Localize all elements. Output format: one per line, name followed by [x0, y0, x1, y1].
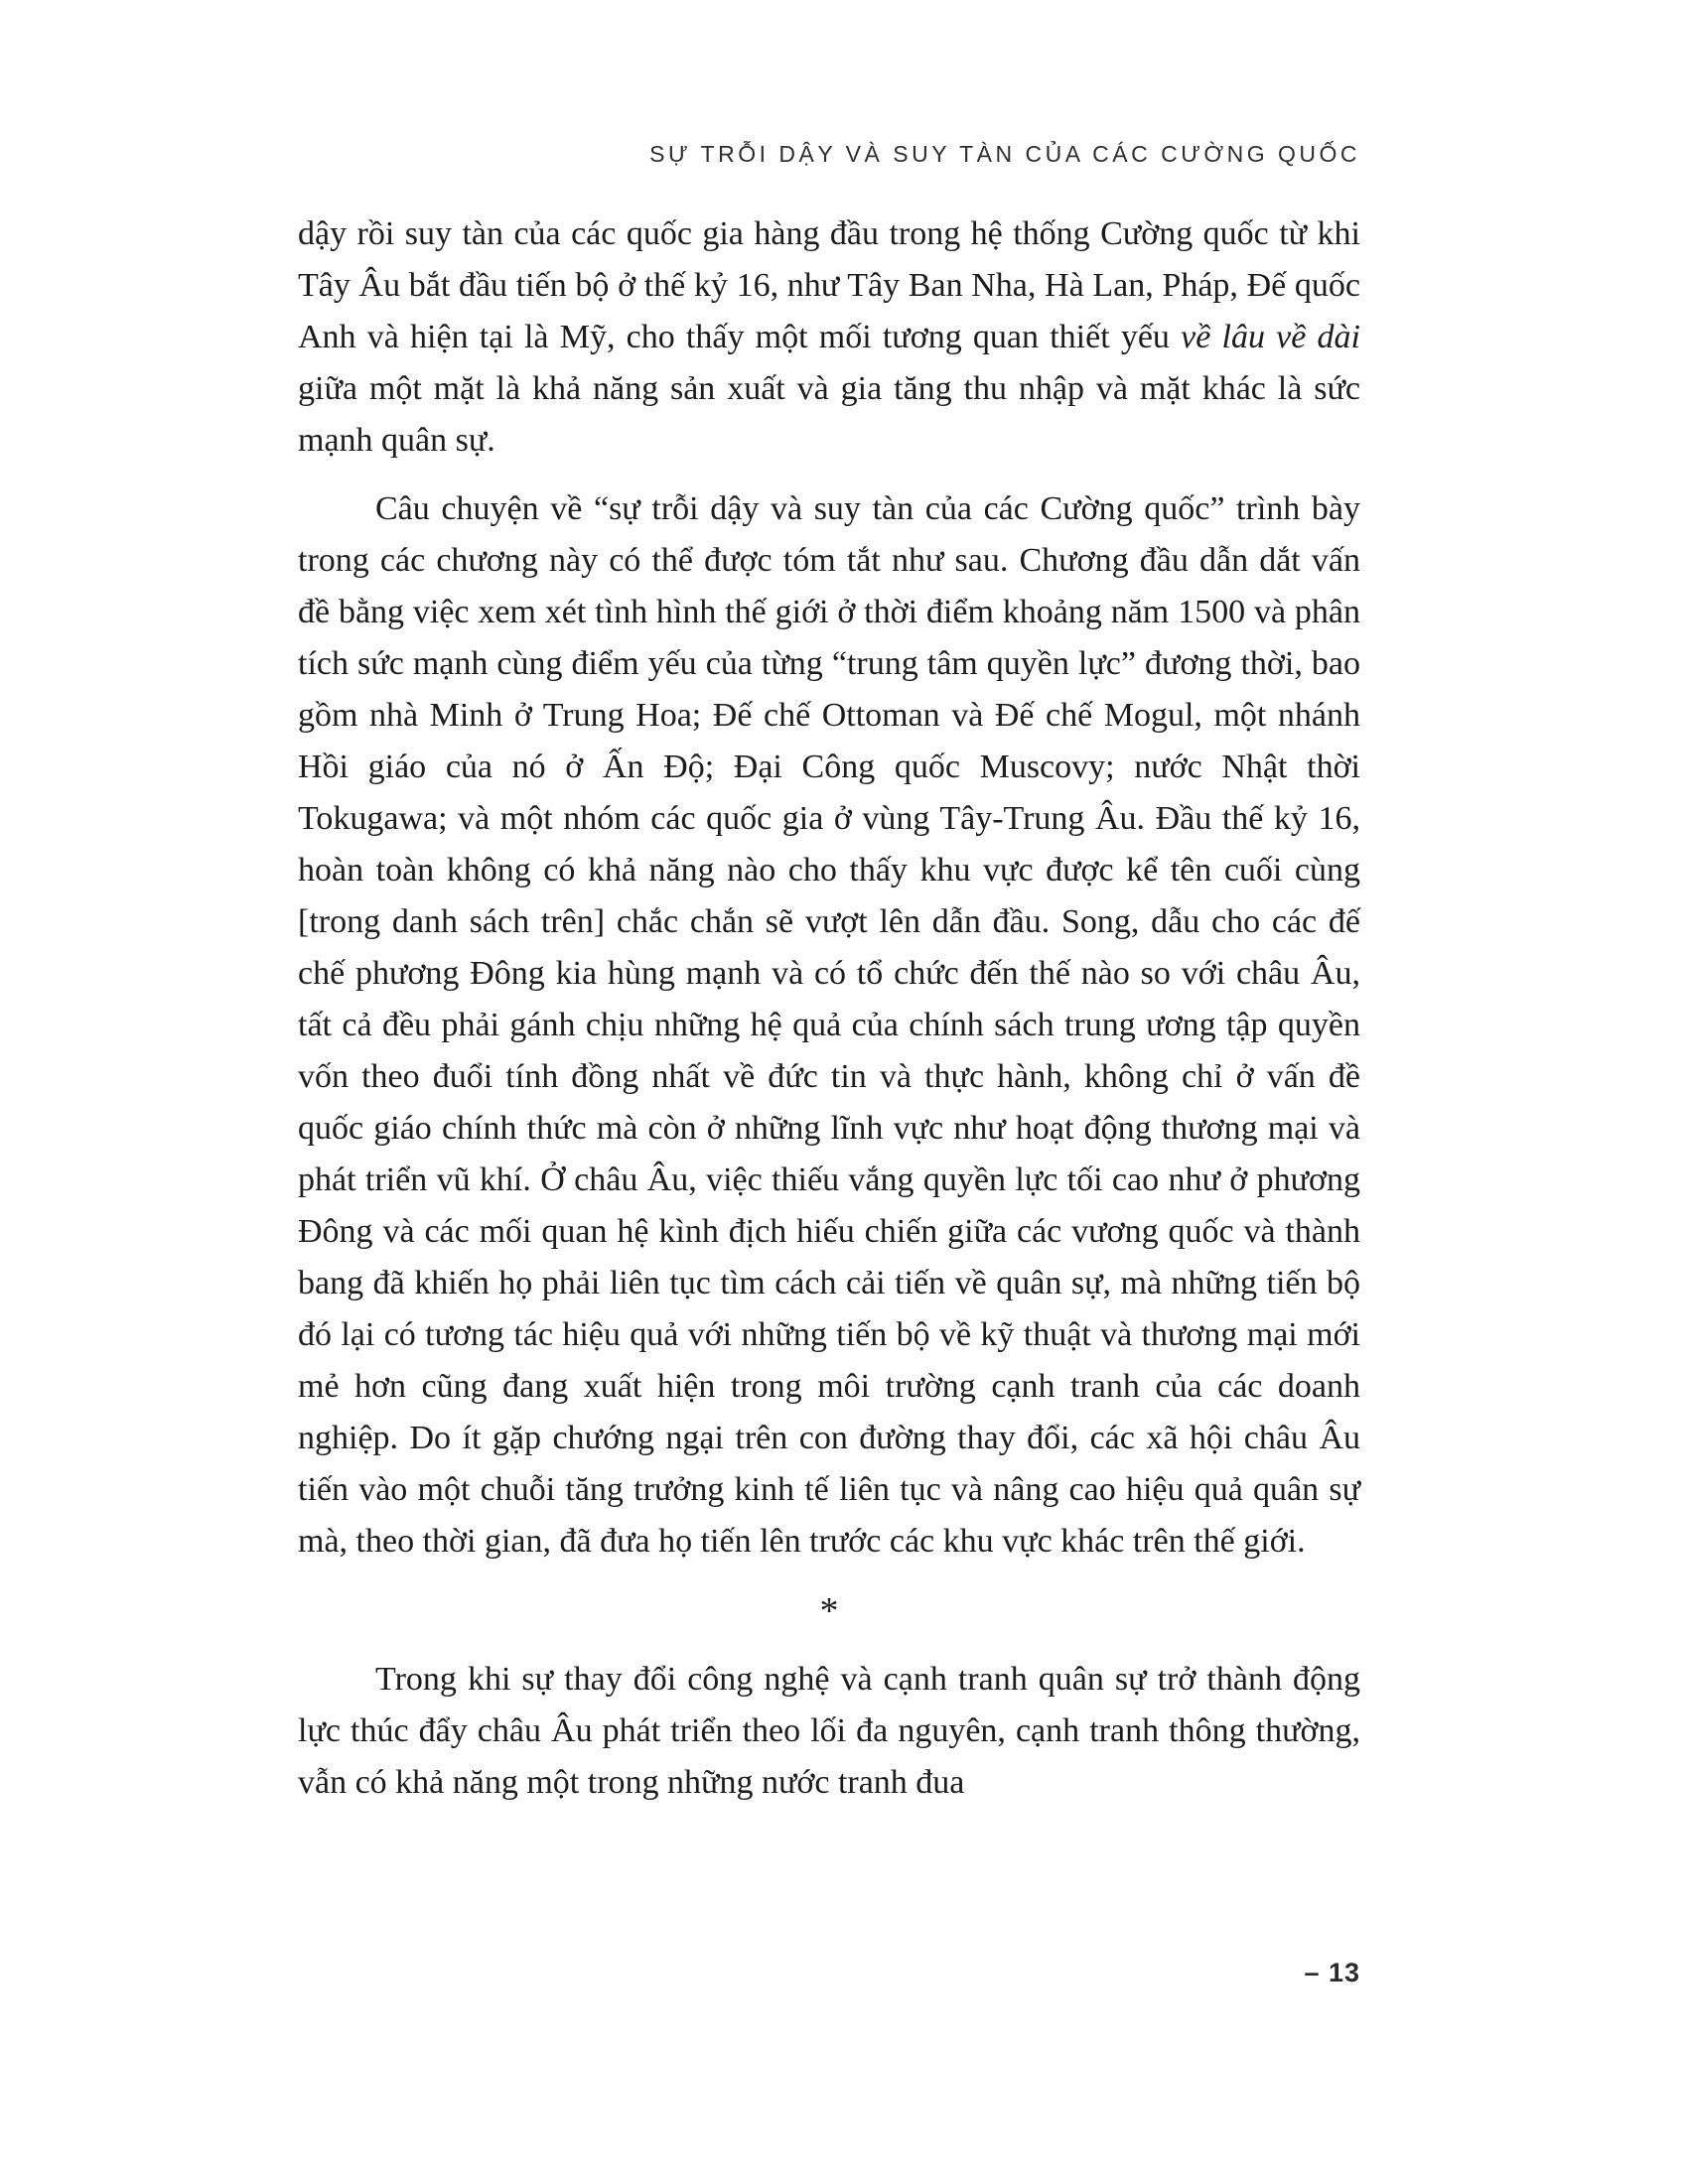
paragraph-3: Trong khi sự thay đổi công nghệ và cạnh tranh quân sự trở thành động lực thúc đẩy châu Âu phát triển theo lối đa nguyên, cạnh tranh thông thường, vẫn có khả năng một trong những nước tranh đua [298, 1661, 1360, 1801]
running-header: SỰ TRỖI DẬY VÀ SUY TÀN CỦA CÁC CƯỜNG QUỐC [649, 141, 1360, 167]
paragraph-1-text-end: giữa một mặt là khả năng sản xuất và gia tăng thu nhập và mặt khác là sức mạnh quân sự. [298, 370, 1360, 459]
body-text [298, 208, 1360, 1809]
section-separator: * [819, 1590, 839, 1632]
paragraph-1-text-start: dậy rồi suy tàn của các quốc gia hàng đầu trong hệ thống Cường quốc từ khi Tây Âu bắt đầu tiến bộ ở thế kỷ 16, như Tây Ban Nha, Hà Lan, Pháp, Đế quốc Anh và hiện tại là Mỹ, cho thấy một mối tương quan thiết yếu [298, 215, 1360, 355]
paragraph-1 [298, 208, 1360, 467]
page-number: – 13 [1304, 1958, 1360, 1987]
emphasis-text: về lâu về dài [1181, 319, 1361, 355]
paragraph-2: Câu chuyện về “sự trỗi dậy và suy tàn của các Cường quốc” trình bày trong các chương này có thể được tóm tắt như sau. Chương đầu dẫn dắt vấn đề bằng việc xem xét tình hình thế giới ở thời điểm khoảng năm 1500 và phân tích sức mạnh cùng điểm yếu của từng “trung tâm quyền lực” đương thời, bao gồm nhà Minh ở Trung Hoa; Đế chế Ottoman và Đế chế Mogul, một nhánh Hồi giáo của nó ở Ấn Độ; Đại Công quốc Muscovy; nước Nhật thời Tokugawa; và một nhóm các quốc gia ở vùng Tây-Trung Âu. Đầu thế kỷ 16, hoàn toàn không có khả năng nào cho thấy khu vực được kể tên cuối cùng [trong danh sách trên] chắc chắn sẽ vượt lên dẫn đầu. Song, dẫu cho các đế chế phương Đông kia hùng mạnh và có tổ chức đến thế nào so với châu Âu, tất cả đều phải gánh chịu những hệ quả của chính sách trung ương tập quyền vốn theo đuổi tính đồng nhất về đức tin và thực hành, không chỉ ở vấn đề quốc giáo chính thức mà còn ở những lĩnh vực như hoạt động thương mại và phát triển vũ khí. Ở châu Âu, việc thiếu vắng quyền lực tối cao như ở phương Đông và các mối quan hệ kình địch hiếu chiến giữa các vương quốc và thành bang đã khiến họ phải liên tục tìm cách cải tiến về quân sự, mà những tiến bộ đó lại có tương tác hiệu quả với những tiến bộ về kỹ thuật và thương mại mới mẻ hơn cũng đang xuất hiện trong môi trường cạnh tranh của các doanh nghiệp. Do ít gặp chướng ngại trên con đường thay đổi, các xã hội châu Âu tiến vào một chuỗi tăng trưởng kinh tế liên tục và nâng cao hiệu quả quân sự mà, theo thời gian, đã đưa họ tiến lên trước các khu vực khác trên thế giới. [298, 490, 1360, 1560]
